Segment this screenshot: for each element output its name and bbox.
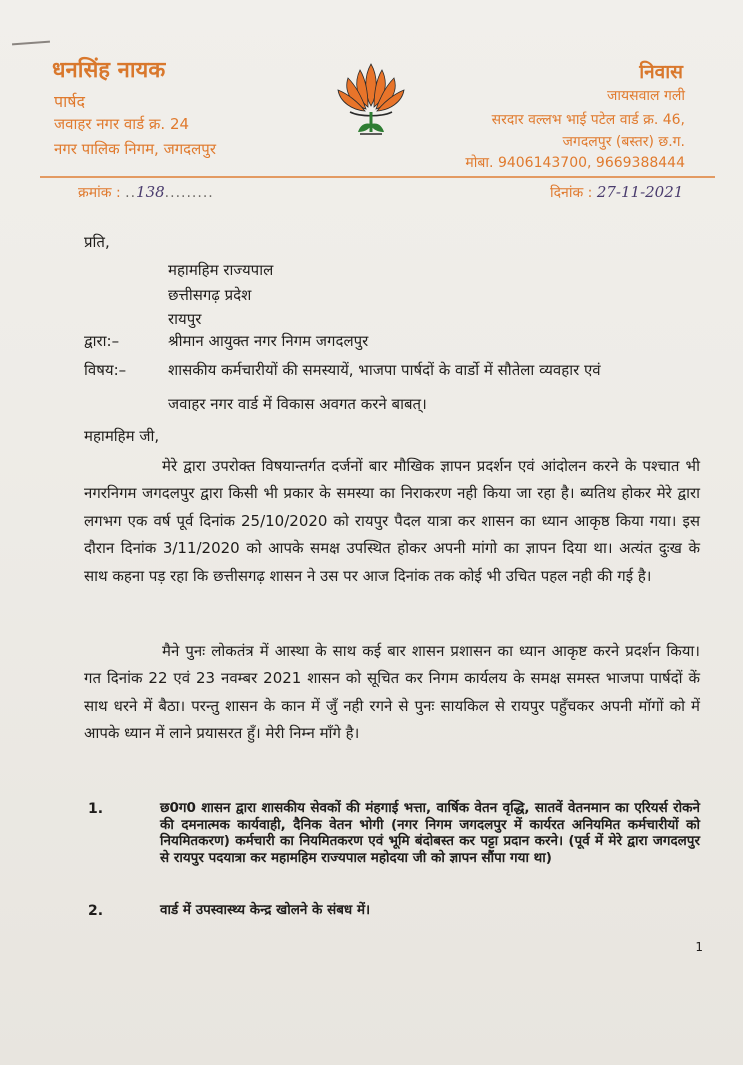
subject-line1: शासकीय कर्मचारीयों की समस्यायें, भाजपा पार्षदों के वार्डो में सौतेला व्यवहार एवं	[168, 361, 601, 379]
residence-city: जगदलपुर (बस्तर) छ.ग.	[562, 134, 685, 150]
date-value: 27-11-2021	[596, 183, 684, 201]
through-label: द्वारा:–	[84, 332, 120, 350]
lotus-icon	[330, 60, 412, 138]
reference-field: क्रमांक : ..138.........	[78, 183, 214, 201]
demand-text-1: छ0ग0 शासन द्वारा शासकीय सेवकों की मंहगाई भत्ता, वार्षिक वेतन वृद्धि, सातवें वेतनमान का एरियर्स रोकने की दमनात्मक कार्यवाही, दैनिक वेतन भोगी (नगर निगम जगदलपुर में कार्यरत अनियमित कर्मचारीयों को नियमितकरण) कर्मचारी का नियमितकरण एवं भूमि बंदोबस्त कर पट्टा प्रदान करने। (पूर्व में मेरे द्वारा जगदलपुर से रायपुर पदयात्रा कर महामहिम राज्यपाल महोदया जी को ज्ञापन सौंपा गया था)	[160, 800, 700, 866]
residence-ward: सरदार वल्लभ भाई पटेल वार्ड क्र. 46,	[491, 112, 685, 128]
pen-mark	[12, 41, 50, 46]
date-field	[550, 183, 683, 202]
date-label: दिनांक :	[550, 185, 593, 201]
demand-number-1: 1.	[88, 801, 104, 817]
salutation: महामहिम जी,	[84, 427, 160, 445]
mobile-numbers: मोबा. 9406143700, 9669388444	[465, 155, 685, 171]
page-number: 1	[695, 940, 703, 954]
recipient-line2: छत्तीसगढ़ प्रदेश	[168, 286, 252, 304]
body-paragraph-2: मैने पुनः लोकतंत्र में आस्था के साथ कई बार शासन प्रशासन का ध्यान आकृष्ट करने प्रदर्शन किया। गत दिनांक 22 एवं 23 नवम्बर 2021 शासन को सूचित कर निगम कार्यलय के समक्ष समस्त भाजपा पार्षदों कें साथ धरने में बैठा। परन्तु शासन के कान में जुँ नही रगने से पुनः सायकिल से रायपुर पहुँचकर अपनी मॉगों को में आपके ध्यान में लाने प्रयासरत हुँ। मेरी निम्न मॉंगे है।	[84, 642, 700, 743]
recipient-line3: रायपुर	[168, 310, 202, 328]
subject-label: विषय:–	[84, 361, 127, 379]
sender-designation: पार्षद	[54, 92, 85, 111]
to-label: प्रति,	[84, 233, 110, 251]
sender-municipality: नगर पालिक निगम, जगदलपुर	[54, 140, 216, 158]
header-rule	[40, 176, 715, 178]
through-text: श्रीमान आयुक्त नगर निगम जगदलपुर	[168, 332, 369, 350]
reference-value: 138	[136, 183, 165, 201]
residence-title: निवास	[639, 61, 683, 83]
recipient-line1: महामहिम राज्यपाल	[168, 261, 274, 279]
body-paragraph-1: मेरे द्वारा उपरोक्त विषयान्तर्गत दर्जनों बार मौखिक ज्ञापन प्रदर्शन एवं आंदोलन करने के पश्चात भी नगरनिगम जगदलपुर द्वारा किसी भी प्रकार के समस्या का निराकरण नही किया जा रहा है। ब्यतिथ होकर मेरे द्वारा लगभग एक वर्ष पूर्व दिनांक 25/10/2020 को रायपुर पैदल यात्रा कर शासन का ध्यान आकृष्ठ किया गया। इस दौरान दिनांक 3/11/2020 को आपके समक्ष उपस्थित होकर अपनी मांगो का ज्ञापन दिया था। अत्यंत दुःख के साथ कहना पड़ रहा कि छत्तीसगढ़ शासन ने उस पर आज दिनांक तक कोई भी उचित पहल नही की गई है।	[84, 457, 700, 585]
reference-label: क्रमांक :	[78, 185, 121, 201]
residence-street: जायसवाल गली	[607, 88, 685, 104]
subject-line2: जवाहर नगर वार्ड में विकास अवगत करने बाबत्।	[168, 395, 427, 413]
sender-ward: जवाहर नगर वार्ड क्र. 24	[54, 115, 190, 133]
demand-number-2: 2.	[88, 903, 104, 919]
demand-text-2: वार्ड में उपस्वास्थ्य केन्द्र खोलने के संबध में।	[160, 902, 371, 918]
sender-name: धनसिंह नायक	[52, 58, 166, 83]
